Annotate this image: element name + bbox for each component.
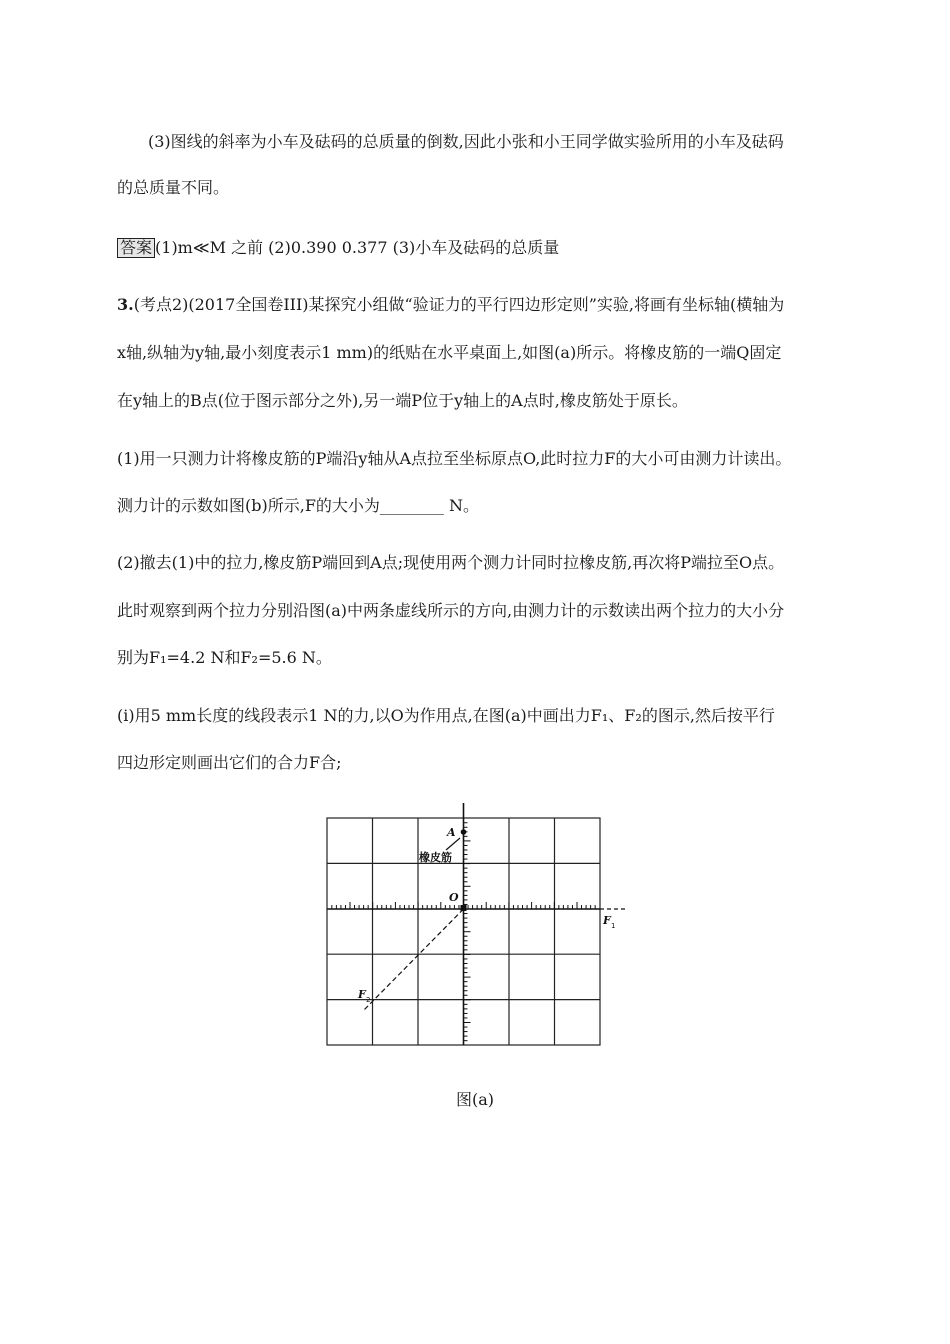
label-rubber-band: 橡皮筋	[419, 851, 452, 864]
question-3-line-3: 在y轴上的B点(位于图示部分之外),另一端P位于y轴上的A点时,橡皮筋处于原长。	[117, 391, 688, 410]
text-line-1: (3)图线的斜率为小车及砝码的总质量的倒数,因此小张和小王同学做实验所用的小车及砝码	[148, 132, 784, 151]
question-3-text-1: (考点2)(2017全国卷III)某探究小组做“验证力的平行四边形定则”实验,将画有坐标轴(横轴为	[133, 295, 785, 314]
part-i-line-2: 四边形定则画出它们的合力F合;	[117, 753, 342, 772]
question-3-line-1	[117, 295, 784, 315]
part-1-line-1: (1)用一只测力计将橡皮筋的P端沿y轴从A点拉至坐标原点O,此时拉力F的大小可由测力计读出。	[117, 449, 792, 468]
part-1-unit: N。	[443, 496, 480, 515]
figure-a	[320, 800, 630, 1050]
part-1-line-2	[117, 496, 479, 516]
part-2-line-3: 别为F₁=4.2 N和F₂=5.6 N。	[117, 648, 332, 667]
figure-caption: 图(a)	[455, 1090, 495, 1109]
label-f2: F	[358, 988, 366, 1001]
part-2-line-1: (2)撤去(1)中的拉力,橡皮筋P端回到A点;现使用两个测力计同时拉橡皮筋,再次将P端拉至O点。	[117, 553, 785, 572]
part-i-line-1: (ⅰ)用5 mm长度的线段表示1 N的力,以O为作用点,在图(a)中画出力F₁、F₂的图示,然后按平行	[117, 706, 775, 725]
answer-tag: 答案	[117, 238, 155, 258]
part-1-text: 测力计的示数如图(b)所示,F的大小为	[117, 496, 380, 515]
text-line-2: 的总质量不同。	[117, 178, 230, 197]
label-a: A	[447, 826, 456, 839]
origin-marker	[461, 905, 467, 911]
question-3-line-2: x轴,纵轴为y轴,最小刻度表示1 mm)的纸贴在水平桌面上,如图(a)所示。将橡皮筋的一端Q固定	[117, 343, 782, 362]
rubber-band-pointer	[446, 838, 460, 850]
part-2-line-2: 此时观察到两个拉力分别沿图(a)中两条虚线所示的方向,由测力计的示数读出两个拉力的大小分	[117, 601, 785, 620]
answer-blank[interactable]: ________	[379, 496, 444, 515]
answer-text: (1)m≪M 之前 (2)0.390 0.377 (3)小车及砝码的总质量	[155, 238, 560, 257]
f2-dashed-line	[363, 909, 464, 1011]
label-o: O	[449, 891, 459, 904]
label-f2-sub: 2	[366, 996, 371, 1004]
label-f1: F	[603, 914, 611, 927]
point-a	[461, 829, 467, 835]
question-number: 3.	[117, 295, 134, 314]
y-axis-ticks	[464, 823, 471, 1041]
label-f1-sub: 1	[611, 922, 616, 930]
answer-line	[117, 238, 559, 258]
